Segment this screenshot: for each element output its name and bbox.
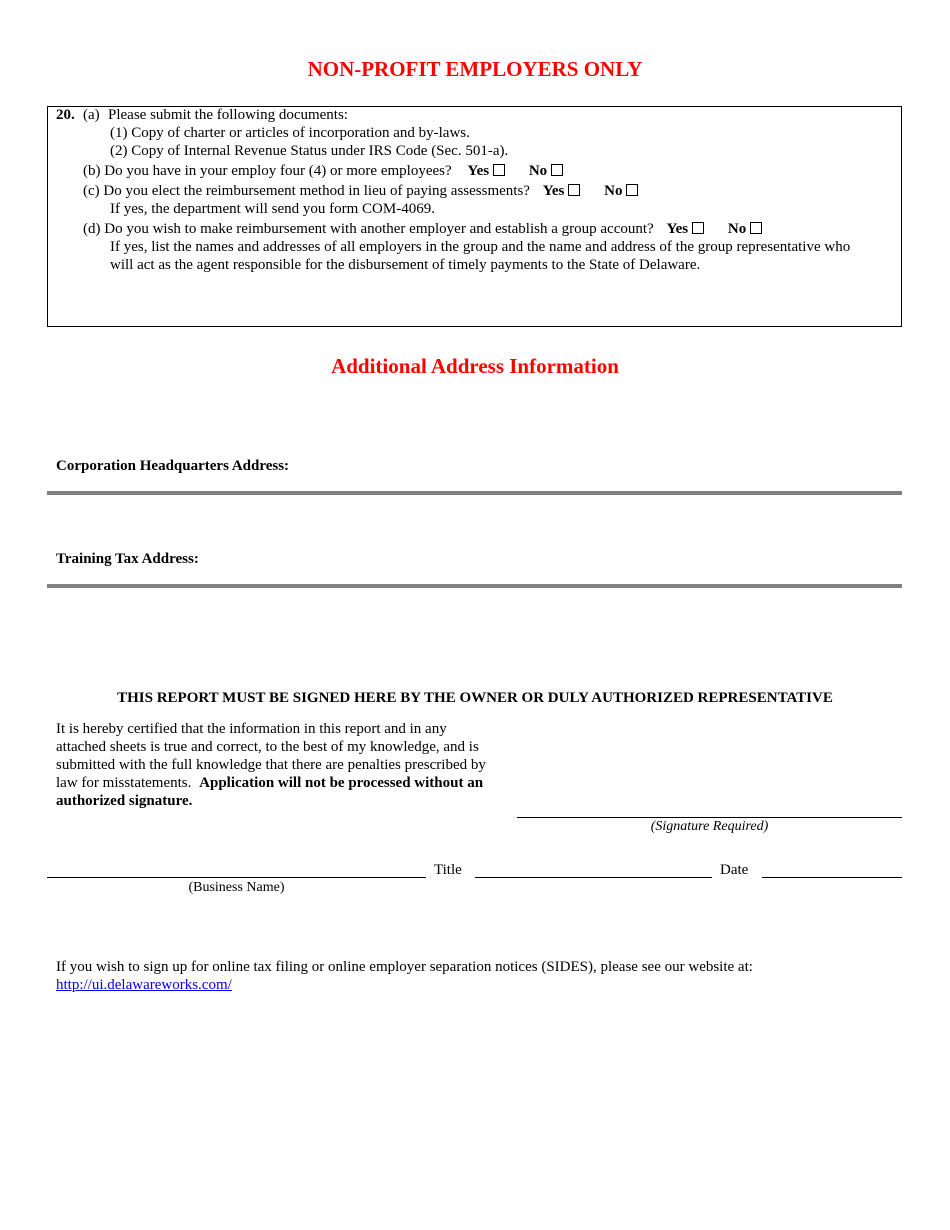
title-line[interactable] (475, 877, 712, 878)
certification-line-1: It is hereby certified that the information in this report and in any (56, 721, 447, 737)
question-d-yes-checkbox[interactable] (692, 222, 704, 234)
signature-heading: THIS REPORT MUST BE SIGNED HERE BY THE OWNER OR DULY AUTHORIZED REPRESENTATIVE (117, 690, 833, 706)
corp-hq-address-field[interactable] (47, 491, 902, 495)
certification-line-2: attached sheets is true and correct, to the best of my knowledge, and is (56, 739, 479, 755)
question-c-note: If yes, the department will send you form COM-4069. (110, 201, 435, 217)
question-b-text: (b) Do you have in your employ four (4) or more employees? (83, 163, 452, 179)
question-c-no-label: No (604, 183, 623, 199)
title-label: Title (434, 862, 462, 878)
question-c-yes-checkbox[interactable] (568, 184, 580, 196)
date-label: Date (720, 862, 749, 878)
question-d-yes-label: Yes (666, 221, 689, 237)
footer-text: If you wish to sign up for online tax filing or online employer separation notices (SIDES), please see our website at: (56, 959, 753, 975)
question-b-row (83, 162, 563, 180)
question-b-no-label: No (528, 163, 548, 179)
question-b-yes-label: Yes (467, 163, 490, 179)
question-d-note-line1: If yes, list the names and addresses of all employers in the group and the name and address of the group representative who (110, 239, 851, 255)
address-section-title: Additional Address Information (331, 354, 619, 378)
question-c-row (83, 182, 638, 200)
website-link[interactable]: http://ui.delawareworks.com/ (56, 977, 232, 993)
question-c-no-checkbox[interactable] (626, 184, 638, 196)
question-d-no-label: No (727, 221, 747, 237)
footer-link-wrapper (56, 976, 232, 994)
certification-line-4-plain: law for misstatements. (56, 775, 192, 791)
question-a-prefix: (a) (83, 107, 100, 123)
question-d-text: (d) Do you wish to make reimbursement with another employer and establish a group account? (83, 221, 654, 237)
training-tax-address-label: Training Tax Address: (56, 551, 199, 567)
question-d-row (83, 220, 762, 238)
certification-line-4-bold: Application will not be processed without an (199, 775, 484, 791)
question-b-yes-checkbox[interactable] (493, 164, 505, 176)
question-d-no-checkbox[interactable] (750, 222, 762, 234)
question-c-text: (c) Do you elect the reimbursement method in lieu of paying assessments? (83, 183, 530, 199)
question-a-text: Please submit the following documents: (108, 107, 348, 123)
certification-line-3: submitted with the full knowledge that there are penalties prescribed by (56, 757, 486, 773)
business-name-caption: (Business Name) (188, 880, 285, 895)
signature-caption: (Signature Required) (650, 819, 769, 834)
certification-line-5: authorized signature. (56, 793, 193, 809)
date-line[interactable] (762, 877, 902, 878)
question-a1-text: (1) Copy of charter or articles of incorporation and by-laws. (110, 125, 470, 141)
certification-line-4 (56, 774, 483, 792)
question-number: 20. (56, 107, 75, 123)
corp-hq-address-label: Corporation Headquarters Address: (56, 458, 290, 474)
training-tax-address-field[interactable] (47, 584, 902, 588)
question-c-yes-label: Yes (542, 183, 565, 199)
business-name-line[interactable] (47, 877, 426, 878)
page-title: NON-PROFIT EMPLOYERS ONLY (307, 57, 643, 81)
question-a2-text: (2) Copy of Internal Revenue Status under IRS Code (Sec. 501-a). (110, 143, 509, 159)
question-d-note-line2: will act as the agent responsible for the disbursement of timely payments to the State of Delaware. (110, 257, 701, 273)
question-b-no-checkbox[interactable] (551, 164, 563, 176)
